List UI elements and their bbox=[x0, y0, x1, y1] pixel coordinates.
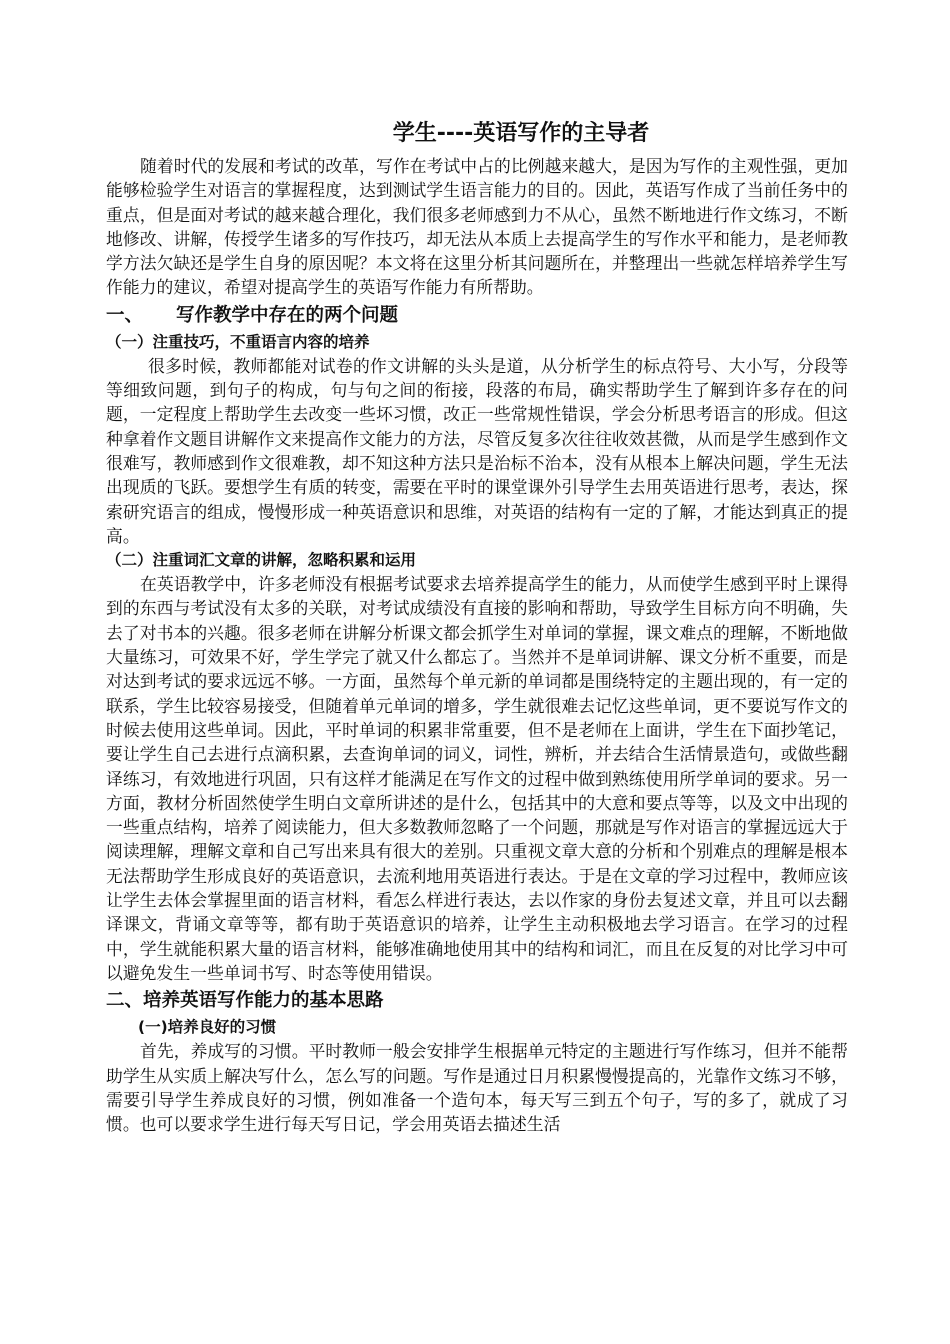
document-page bbox=[106, 118, 848, 1136]
section-2-sub-1-paragraph: 首先，养成写的习惯。平时教师一般会安排学生根据单元特定的主题进行写作练习，但并不能帮助学生从实质上解决写什么，怎么写的问题。写作是通过日月积累慢慢提高的，光靠作文练习不够，需要引导学生养成良好的习惯，例如准备一个造句本，每天写三到五个句子，写的多了，就成了习惯。也可以要求学生进行每天写日记，学会用英语去描述生活 bbox=[106, 1041, 848, 1135]
section-1-number: 一、 bbox=[106, 304, 144, 326]
section-1-title: 写作教学中存在的两个问题 bbox=[176, 304, 399, 326]
document-title: 学生----英语写作的主导者 bbox=[392, 121, 650, 146]
section-2-heading: 二、培养英语写作能力的基本思路 bbox=[106, 990, 384, 1012]
section-1-heading bbox=[106, 302, 848, 330]
section-2-sub-1-heading: (一)培养良好的习惯 bbox=[138, 1018, 277, 1037]
section-1-sub-2-paragraph: 在英语教学中，许多老师没有根据考试要求去培养提高学生的能力，从而使学生感到平时上课得到的东西与考试没有太多的关联，对考试成绩没有直接的影响和帮助，导致学生目标方向不明确，失去了对书本的兴趣。很多老师在讲解分析课文都会抓学生对单词的掌握，课文难点的理解，不断地做大量练习，可效果不好，学生学完了就又什么都忘了。当然并不是单词讲解、课文分析不重要，而是对达到考试的要求远远不够。一方面，虽然每个单元新的单词都是围绕特定的主题出现的，有一定的联系，学生比较容易接受，但随着单元单词的增多，学生就很难去记忆这些单词，更不要说写作文的时候去使用这些单词。因此，平时单词的积累非常重要，但不是老师在上面讲，学生在下面抄笔记，要让学生自己去进行点滴积累，去查询单词的词义，词性，辨析，并去结合生活情景造句，或做些翻译练习，有效地进行巩固，只有这样才能满足在写作文的过程中做到熟练使用所学单词的要求。另一方面，教材分析固然使学生明白文章所讲述的是什么，包括其中的大意和要点等等，以及文中出现的一些重点结构，培养了阅读能力，但大多数教师忽略了一个问题，那就是写作对语言的掌握远远大于阅读理解，理解文章和自己写出来具有很大的差别。只重视文章大意的分析和个别难点的理解是根本无法帮助学生形成良好的英语意识，去流利地用英语进行表达。于是在文章的学习过程中，教师应该让学生去体会掌握里面的语言材料，看怎么样进行表达，去以作家的身份去复述文章，并且可以去翻译课文，背诵文章等等，都有助于英语意识的培养，让学生主动积极地去学习语言。在学习的过程中，学生就能积累大量的语言材料，能够准确地使用其中的结构和词汇，而且在反复的对比学习中可以避免发生一些单词书写、时态等使用错误。 bbox=[106, 574, 848, 983]
intro-paragraph: 随着时代的发展和考试的改革，写作在考试中占的比例越来越大，是因为写作的主观性强，更加能够检验学生对语言的掌握程度，达到测试学生语言能力的目的。因此，英语写作成了当前任务中的重点，但是面对考试的越来越合理化，我们很多老师感到力不从心，虽然不断地进行作文练习，不断地修改、讲解，传授学生诸多的写作技巧，却无法从本质上去提高学生的写作水平和能力，是老师教学方法欠缺还是学生自身的原因呢？本文将在这里分析其问题所在，并整理出一些就怎样培养学生写作能力的建议，希望对提高学生的英语写作能力有所帮助。 bbox=[106, 156, 848, 298]
section-1-sub-2-heading: （二）注重词汇文章的讲解，忽略积累和运用 bbox=[106, 551, 417, 570]
section-1-sub-1-paragraph: 很多时候，教师都能对试卷的作文讲解的头头是道，从分析学生的标点符号、大小写，分段等等细致问题，到句子的构成，句与句之间的衔接，段落的布局，确实帮助学生了解到许多存在的问题，一定程度上帮助学生去改变一些坏习惯，改正一些常规性错误，学会分析思考语言的形成。但这种拿着作文题目讲解作文来提高作文能力的方法，尽管反复多次往往收效甚微，从而是学生感到作文很难写，教师感到作文很难教，却不知这种方法只是治标不治本，没有从根本上解决问题，学生无法出现质的飞跃。要想学生有质的转变，需要在平时的课堂课外引导学生去用英语进行思考，表达，探索研究语言的组成，慢慢形成一种英语意识和思维，对英语的结构有一定的了解，才能达到真正的提高。 bbox=[106, 355, 848, 546]
section-1-sub-1-heading: （一）注重技巧，不重语言内容的培养 bbox=[106, 332, 370, 351]
